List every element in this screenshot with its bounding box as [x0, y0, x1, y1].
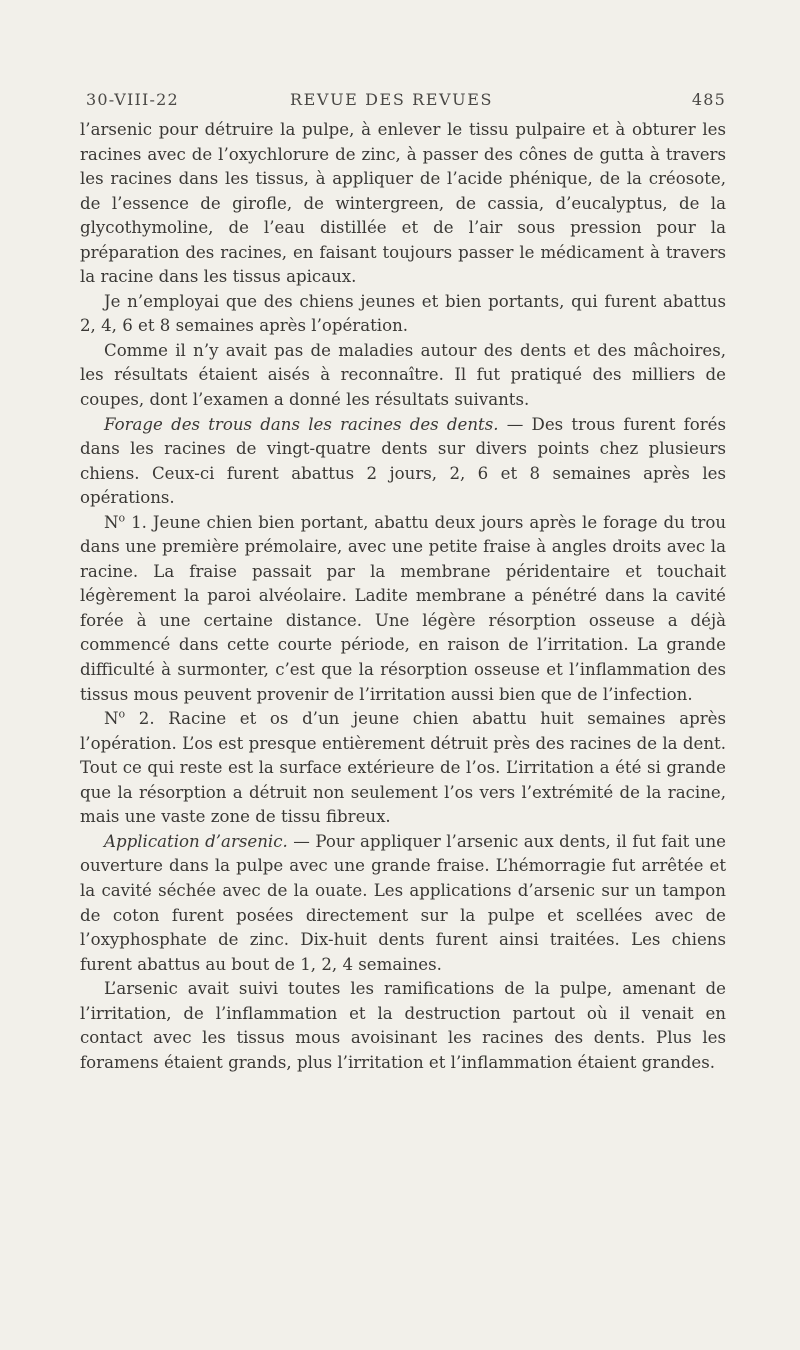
paragraph-no2: $N^o$ 2. Racine et os d’un jeune chien abattu huit semaines après l’opération. L’os est presque entièrement détruit près des racines de la dent. Tout ce qui reste est la surface extérieure de l’os. L’irritation a été si grande que la résorption a détruit non seulement l’os vers l’extrémité de la racine, mais une vaste zone de tissu fibreux. [80, 707, 726, 827]
header-title: REVUE DES REVUES [290, 90, 494, 109]
paragraph-no1: $N^o$ 1. Jeune chien bien portant, abattu deux jours après le forage du trou dans une première prémolaire, avec une petite fraise à angles droits avec la racine. La fraise passait par la membrane péridentaire et touchait légèrement la paroi alvéolaire. Ladite membrane a pénétré dans la cavité forée à une certaine distance. Une légère résorption osseuse a déjà commencé dans cette courte période, en raison de l’irritation. La grande difficulté à surmonter, c’est que la résorption osseuse et l’inflammation des tissus mous peuvent provenir de l’irritation aussi bien que de l’infection. [80, 511, 726, 704]
header-date: 30-VIII-22 [86, 90, 179, 109]
page [80, 88, 726, 1075]
paragraph-1: l’arsenic pour détruire la pulpe, à enlever le tissu pulpaire et à obturer les racines avec de l’oxychlorure de zinc, à passer des cônes de gutta à travers les racines dans les tissus, à appliquer de l’acide phénique, de la créosote, de l’essence de girofle, de wintergreen, de cassia, d’eucalyptus, de la glycothymoline, de l’eau distillée et de l’air sous pression pour la préparation des racines, en faisant toujours passer le médicament à travers la racine dans les tissus apicaux. [80, 120, 726, 287]
running-header [80, 88, 726, 118]
paragraph-2: Je n’employai que des chiens jeunes et bien portants, qui furent abattus 2, 4, 6 et 8 semaines après l’opération. [80, 291, 726, 336]
page-number: 485 [691, 90, 726, 109]
paragraph-final: L’arsenic avait suivi toutes les ramifications de la pulpe, amenant de l’irritation, de l’inflammation et la destruction partout où il venait en contact avec les tissus mous avoisinant les racines des dents. Plus les foramens étaient grands, plus l’irritation et l’inflammation étaient grandes. [80, 979, 726, 1072]
paragraph-arsenic: Application d’arsenic. — Pour appliquer l’arsenic aux dents, il fut fait une ouverture dans la pulpe avec une grande fraise. L’hémorragie fut arrêtée et la cavité séchée avec de la ouate. Les applications d’arsenic sur un tampon de coton furent posées directement sur la pulpe et scellées avec de l’oxyphosphate de zinc. Dix-huit dents furent ainsi traitées. Les chiens furent abattus au bout de 1, 2, 4 semaines. [80, 831, 726, 974]
section-heading-forage: Forage des trous dans les racines des dents. [104, 414, 499, 434]
article-body [80, 118, 726, 1075]
paragraph-3: Comme il n’y avait pas de maladies autour des dents et des mâchoires, les résultats étaient aisés à reconnaître. Il fut pratiqué des milliers de coupes, dont l’examen a donné les résultats suivants. [80, 340, 726, 410]
paragraph-forage: Forage des trous dans les racines des dents. — Des trous furent forés dans les racines de vingt-quatre dents sur divers points chez plusieurs chiens. Ceux-ci furent abattus 2 jours, 2, 6 et 8 semaines après les opérations. [80, 414, 726, 508]
section-heading-arsenic: Application d’arsenic. [104, 831, 288, 851]
